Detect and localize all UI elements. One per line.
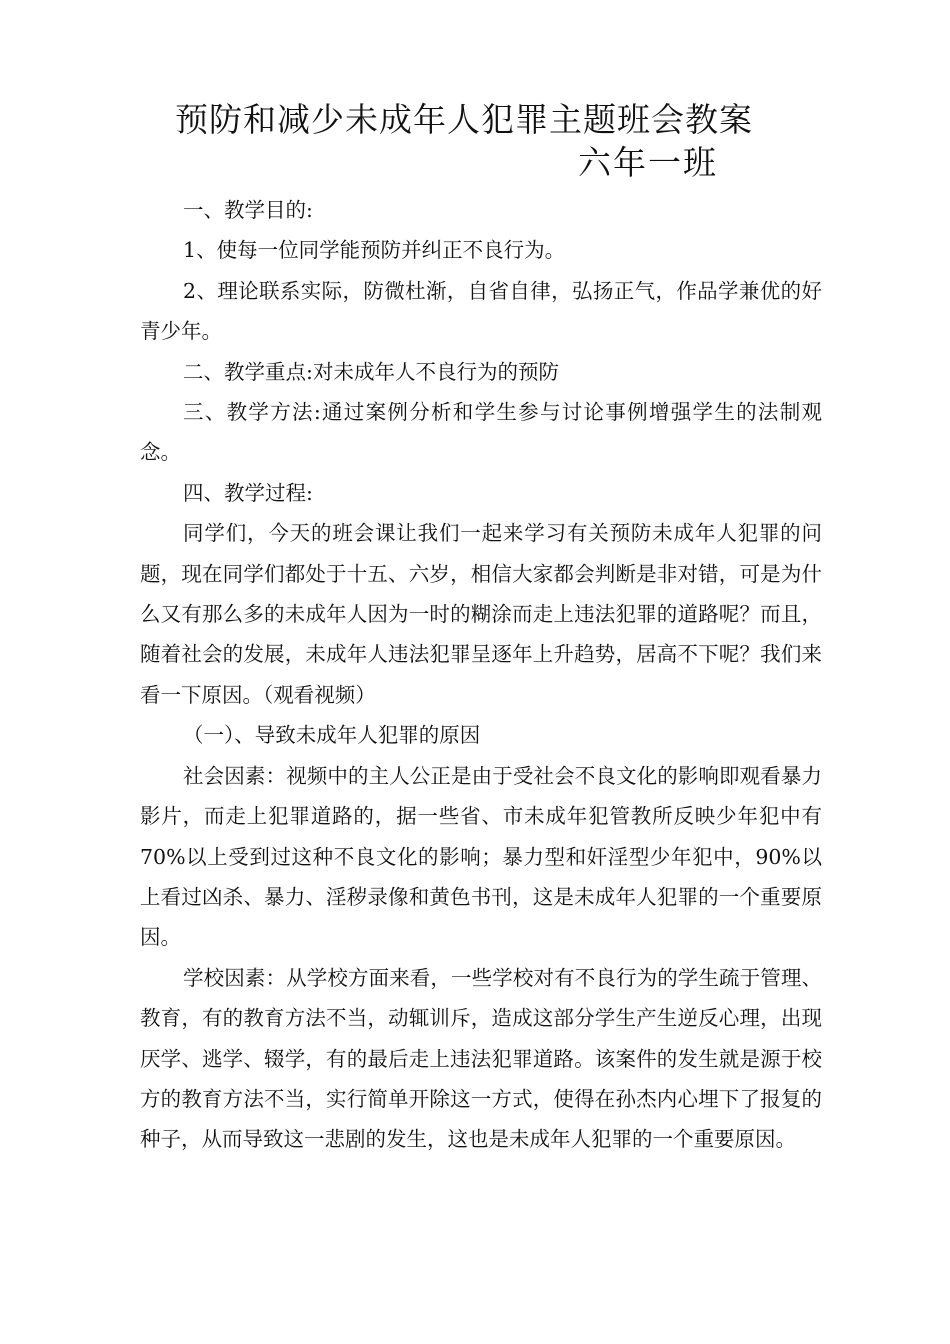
class-name: 六年一班 <box>578 143 718 182</box>
heading-teaching-focus: 二、教学重点:对未成年人不良行为的预防 <box>183 359 559 384</box>
heading-teaching-process: 四、教学过程: <box>183 480 313 505</box>
heading-teaching-method: 三、教学方法:通过案例分析和学生参与讨论事例增强学生的法制观念。 <box>140 400 822 465</box>
social-factors-paragraph: 社会因素：视频中的主人公正是由于受社会不良文化的影响即观看暴力影片，而走上犯罪道路的，据一些省、市未成年犯管教所反映少年犯中有70%以上受到过这种不良文化的影响；暴力型和奸淫型少年犯中，90%以上看过凶杀、暴力、淫秽录像和黄色书刊，这是未成年人犯罪的一个重要原因。 <box>140 763 822 950</box>
goal-item-1: 1、使每一位同学能预防并纠正不良行为。 <box>183 238 566 263</box>
heading-teaching-goals: 一、教学目的: <box>183 198 313 222</box>
document-title: 预防和减少未成年人犯罪主题班会教案 <box>175 100 753 139</box>
document-body <box>140 190 822 1160</box>
subheading-causes: （一）、导致未成年人犯罪的原因 <box>183 723 481 748</box>
intro-paragraph: 同学们，今天的班会课让我们一起来学习有关预防未成年人犯罪的问题，现在同学们都处于十五、六岁，相信大家都会判断是非对错，可是为什么又有那么多的未成年人因为一时的糊涂而走上违法犯罪的道路呢？而且，随着社会的发展，未成年人违法犯罪呈逐年上升趋势，居高不下呢？我们来看一下原因。（观看视频） <box>140 521 822 707</box>
school-factors-paragraph: 学校因素：从学校方面来看，一些学校对有不良行为的学生疏于管理、教育，有的教育方法不当，动辄训斥，造成这部分学生产生逆反心理，出现厌学、逃学、辍学，有的最后走上违法犯罪道路。该案件的发生就是源于校方的教育方法不当，实行简单开除这一方式，使得在孙杰内心埋下了报复的种子，从而导致这一悲剧的发生，这也是未成年人犯罪的一个重要原因。 <box>140 965 822 1152</box>
goal-item-2: 2、理论联系实际，防微杜渐，自省自律，弘扬正气，作品学兼优的好青少年。 <box>140 278 822 344</box>
